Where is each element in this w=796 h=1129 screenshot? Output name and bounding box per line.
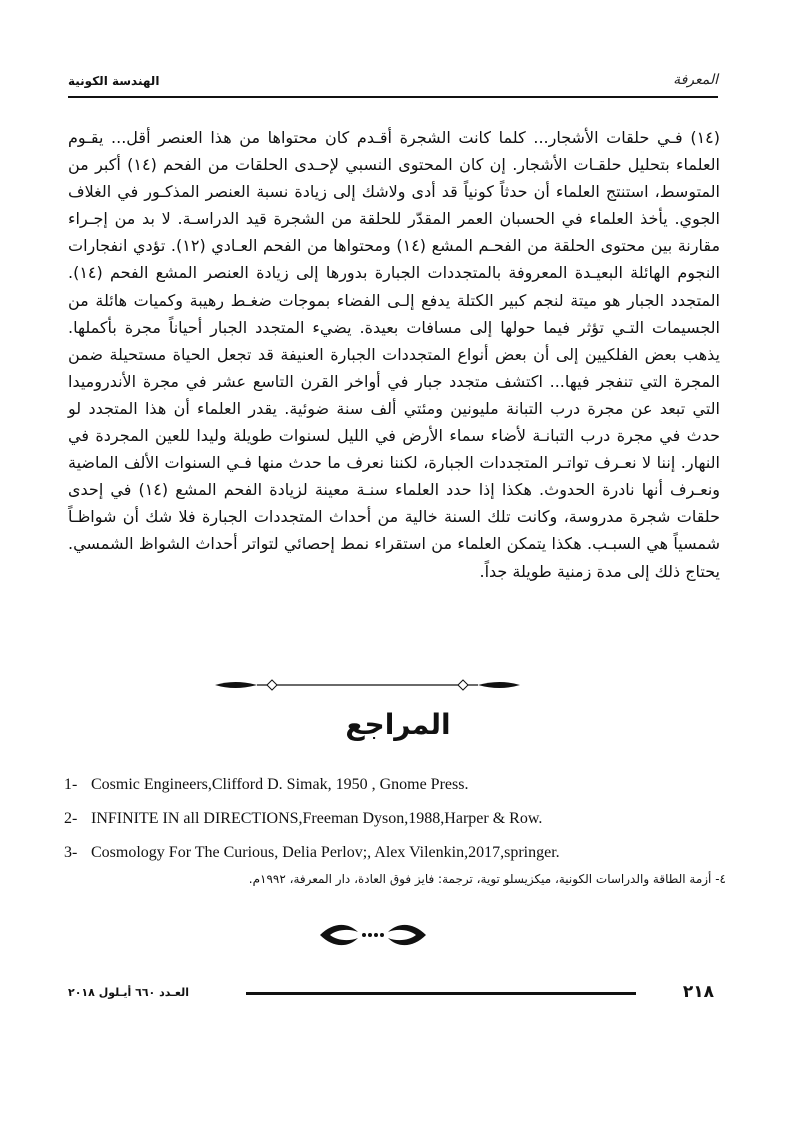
reference-number: 3-: [64, 844, 78, 861]
reference-text: Cosmology For The Curious, Delia Perlov;, Alex Vilenkin,2017,springer.: [91, 844, 560, 861]
reference-item-arabic: ٤- أزمة الطاقة والدراسات الكونية، ميكزيسلو توية، ترجمة: فايز فوق العادة، دار المعرفة، ١٩٩٢م.: [248, 872, 726, 886]
references-title: المراجع: [345, 708, 451, 741]
reference-number: 2-: [64, 810, 78, 827]
reference-text: INFINITE IN all DIRECTIONS,Freeman Dyson,1988,Harper & Row.: [91, 810, 543, 827]
reference-item: [64, 840, 734, 874]
page-number: ٢١٨: [682, 982, 714, 1002]
section-title: الهندسة الكونية: [68, 74, 160, 88]
reference-text: Cosmic Engineers,Clifford D. Simak, 1950 , Gnome Press.: [91, 776, 469, 793]
article-body: (١٤) فـي حلقات الأشجار... كلما كانت الشجرة أقـدم كان محتواها من هذا العنصر أقل... يقـوم العلماء بتحليل حلقـات الأشجار. إن كان المحتوى النسبي لإحـدى الحلقات من الفحم (١٤) أكبر من المتوسط، استنتج العلماء أن حدثاً كونياً قد أدى ولاشك إلى زيادة نسبة العنصر المذكـور في الغلاف الجوي. يأخذ العلماء في الحسبان العمر المقدّر للحلقة من الشجرة قيد الدراسـة. لا بد من إجـراء مقارنة بين محتوى الحلقة من الفحـم المشع (١٤) ومحتواها من الفحم العـادي (١٢). تؤدي انفجارات النجوم الهائلة البعيـدة المعروفة بالمتجددات الجبارة بدورها إلى زيادة العنصر المشع الفحم (١٤). المتجدد الجبار هو ميتة لنجم كبير الكتلة يدفع إلـى الفضاء بموجات ضغـط رهيبة وكميات هائلة من الجسيمات التـي تؤثر فيما حولها إلى مسافات بعيدة. يضيء المتجدد الجبار أحياناً مجرة بأكملها. يذهب بعض الفلكيين إلى أن بعض أنواع المتجددات الجبارة العنيفة قد تجعل الحياة مستحيلة ضمن المجرة التي تنفجر فيها... اكتشف متجدد جبار في أواخر القرن التاسع عشر في مجرة الأندروميدا التي تبعد عن مجرة درب التبانة مليونين ومئتي ألف سنة ضوئية. يقدر العلماء أن هذا المتجدد لو حدث في مجرة درب التبانـة لأضاء سماء الأرض في الليل لسنوات طويلة وليدا للعين المجردة في النهار. إننا لا نعـرف تواتـر المتجددات الجبارة، لكننا نعرف ما حدث منها فـي السنوات الألف الماضية ونعـرف أنها نادرة الحدوث. هكذا إذا حدد العلماء سنـة معينة لزيادة الفحم المشع (١٤) في إحدى حلقات شجرة مدروسة، وكانت تلك السنة خالية من أحداث المتجددات الجبارة فلا شك أن شواظـاً شمسياً هي السبـب. هكذا يتمكن العلماء من استقراء نمط إحصائي لتواتر أحداث الشواظ الشمسي. يحتاج ذلك إلى مدة زمنية طويلة جداً.: [68, 128, 721, 581]
page-footer: [68, 982, 718, 1006]
footer-divider: [246, 992, 636, 995]
reference-number: 1-: [64, 776, 78, 793]
reference-item: [64, 772, 734, 806]
end-ornament: [318, 920, 428, 950]
reference-item: [64, 806, 734, 840]
issue-label: العـدد ٦٦٠ أيـلول ٢٠١٨: [68, 986, 189, 999]
header-divider: [68, 96, 718, 98]
divider-ornament: [215, 676, 520, 694]
page-header: [68, 72, 718, 98]
references-list: [64, 772, 734, 874]
journal-logo: المعرفة: [673, 72, 718, 88]
